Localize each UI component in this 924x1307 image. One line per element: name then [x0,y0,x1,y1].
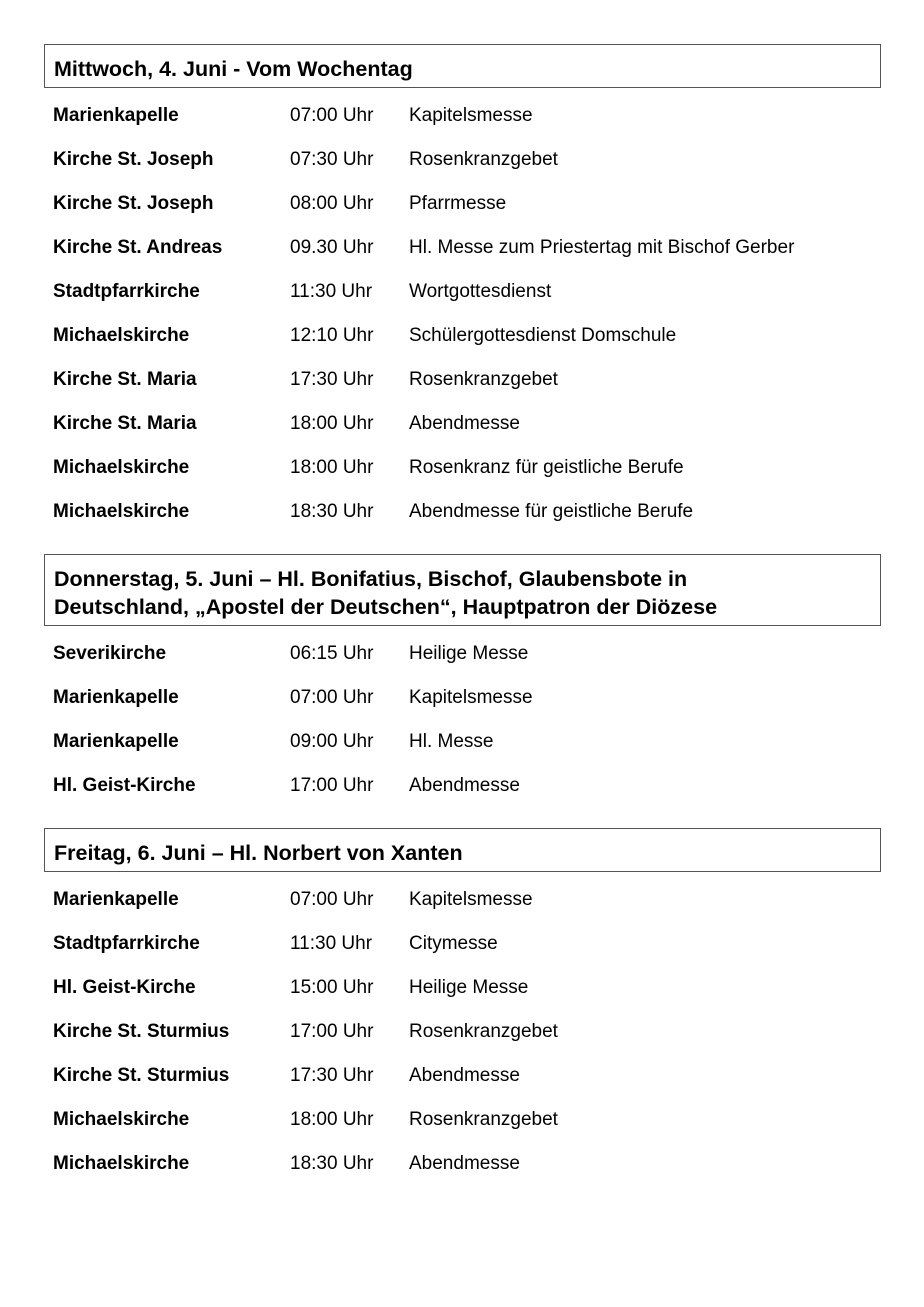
event: Schülergottesdienst Domschule [409,325,677,346]
service-row [44,138,881,182]
service-row [44,226,881,270]
service-row [44,358,881,402]
event: Rosenkranzgebet [409,369,558,390]
day-header [44,828,881,872]
location: Michaelskirche [53,1109,190,1130]
service-row [44,966,881,1010]
time: 15:00 Uhr [290,977,374,998]
day-header [44,44,881,88]
time: 17:30 Uhr [290,1065,374,1086]
location: Kirche St. Sturmius [53,1021,230,1042]
schedule-page [44,44,881,1186]
service-row [44,764,881,808]
day-section-friday [44,828,881,1186]
time: 07:00 Uhr [290,105,374,126]
location: Kirche St. Joseph [53,193,214,214]
time: 07:00 Uhr [290,889,374,910]
location: Hl. Geist-Kirche [53,977,196,998]
service-row [44,1098,881,1142]
location: Kirche St. Maria [53,369,197,390]
event: Rosenkranz für geistliche Berufe [409,457,684,478]
day-header-line: Freitag, 6. Juni – Hl. Norbert von Xanten [54,841,463,865]
service-list [44,632,881,808]
location: Kirche St. Andreas [53,237,223,258]
time: 17:00 Uhr [290,1021,374,1042]
location: Stadtpfarrkirche [53,933,200,954]
event: Abendmesse [409,1065,520,1086]
event: Abendmesse für geistliche Berufe [409,501,694,522]
time: 06:15 Uhr [290,643,374,664]
time: 18:00 Uhr [290,413,374,434]
time: 18:00 Uhr [290,457,374,478]
service-row [44,94,881,138]
service-list [44,94,881,534]
event: Abendmesse [409,775,520,796]
event: Citymesse [409,933,498,954]
day-section-thursday [44,554,881,808]
service-list [44,878,881,1186]
service-row [44,1142,881,1186]
event: Kapitelsmesse [409,105,533,126]
time: 08:00 Uhr [290,193,374,214]
location: Marienkapelle [53,889,179,910]
location: Marienkapelle [53,731,179,752]
location: Marienkapelle [53,687,179,708]
section-spacer [44,534,881,554]
time: 07:00 Uhr [290,687,374,708]
time: 11:30 Uhr [290,933,373,954]
location: Kirche St. Sturmius [53,1065,230,1086]
service-row [44,1010,881,1054]
day-header-line: Deutschland, „Apostel der Deutschen“, Hauptpatron der Diözese [54,595,718,619]
time: 12:10 Uhr [290,325,374,346]
event: Kapitelsmesse [409,889,533,910]
event: Heilige Messe [409,643,529,664]
location: Michaelskirche [53,1153,190,1174]
event: Rosenkranzgebet [409,149,558,170]
location: Michaelskirche [53,501,190,522]
service-row [44,676,881,720]
time: 18:00 Uhr [290,1109,374,1130]
time: 17:30 Uhr [290,369,374,390]
time: 09:00 Uhr [290,731,374,752]
event: Abendmesse [409,413,520,434]
location: Michaelskirche [53,457,190,478]
service-row [44,402,881,446]
location: Kirche St. Joseph [53,149,214,170]
service-row [44,1054,881,1098]
service-row [44,314,881,358]
day-header-line: Donnerstag, 5. Juni – Hl. Bonifatius, Bischof, Glaubensbote in [54,567,688,591]
section-spacer [44,808,881,828]
time: 17:00 Uhr [290,775,374,796]
event: Rosenkranzgebet [409,1109,558,1130]
location: Hl. Geist-Kirche [53,775,196,796]
event: Kapitelsmesse [409,687,533,708]
day-header [44,554,881,626]
day-section-wednesday [44,44,881,534]
service-row [44,720,881,764]
event: Hl. Messe [409,731,494,752]
time: 09.30 Uhr [290,237,374,258]
event: Heilige Messe [409,977,529,998]
time: 18:30 Uhr [290,1153,374,1174]
event: Abendmesse [409,1153,520,1174]
location: Kirche St. Maria [53,413,197,434]
event: Wortgottesdienst [409,281,552,302]
time: 07:30 Uhr [290,149,374,170]
service-row [44,446,881,490]
service-row [44,922,881,966]
location: Stadtpfarrkirche [53,281,200,302]
service-row [44,270,881,314]
location: Marienkapelle [53,105,179,126]
service-row [44,632,881,676]
day-header-line: Mittwoch, 4. Juni - Vom Wochentag [54,57,413,81]
event: Rosenkranzgebet [409,1021,558,1042]
service-row [44,878,881,922]
location: Michaelskirche [53,325,190,346]
time: 18:30 Uhr [290,501,374,522]
location: Severikirche [53,643,167,664]
event: Pfarrmesse [409,193,507,214]
service-row [44,182,881,226]
time: 11:30 Uhr [290,281,373,302]
event: Hl. Messe zum Priestertag mit Bischof Gerber [409,237,795,258]
service-row [44,490,881,534]
